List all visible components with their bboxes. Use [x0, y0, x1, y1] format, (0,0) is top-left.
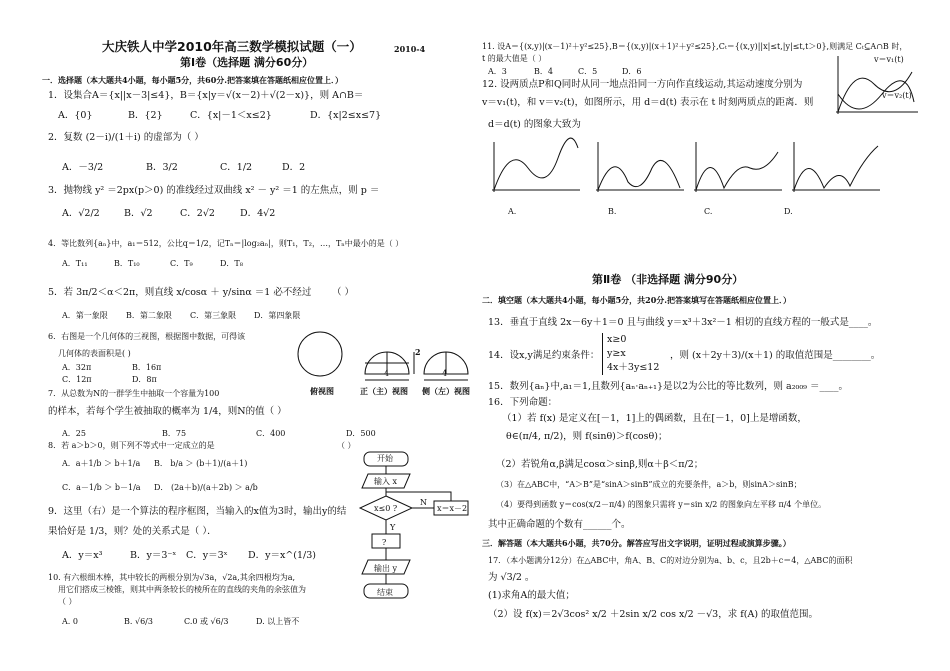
q8-paren: （ ） [337, 441, 356, 450]
exam-title: 大庆铁人中学2010年高三数学模拟试题（一） [102, 39, 362, 54]
q16-item-1a: （1）若 f(x) 是定义在[－1，1]上的偶函数，且在[－1，0]上是增函数， [502, 413, 807, 424]
question-9b: 果恰好是 1/3，则？处的关系式是（ ）． [48, 526, 217, 537]
view-dim-2: 2 [415, 347, 421, 357]
part2-title: 第Ⅱ卷 （非选择题 满分90分） [592, 273, 744, 286]
question-7a: 7．从总数为N的一群学生中抽取一个容量为100 [48, 389, 220, 398]
section2-heading: 二．填空题（本大题共4小题，每小题5分，共20分.把答案填写在答题纸相应位置上．） [482, 295, 792, 305]
q14-constraint-2: y≥x [607, 348, 626, 359]
q8-options-row2 [62, 482, 258, 494]
q1-option-b: B．{2} [128, 110, 163, 121]
q3-option-c: C．2√2 [180, 208, 215, 219]
question-11b: t 的最大值是（ ） [482, 54, 547, 63]
flow-no: N [420, 498, 427, 507]
question-10c: （ ） [58, 597, 77, 606]
q2-options [62, 162, 305, 174]
q14-constraint-system [602, 333, 659, 375]
q4-option-a: A．T₁₁ [62, 259, 88, 268]
question-8: 8．若 a＞b＞0，则下列不等式中一定成立的是 [48, 441, 215, 450]
q12-option-a: A. [508, 207, 517, 216]
side-view-label: 侧（左）视图 [422, 387, 470, 396]
q5-option-a: A．第一象限 [62, 311, 108, 320]
q11-option-c: C．5 [578, 67, 598, 76]
q1-option-d: D．{x|2≤x≤7} [310, 110, 382, 121]
q9-option-b: B．y＝3⁻ˣ [130, 550, 177, 561]
top-view-label: 俯视图 [310, 387, 334, 396]
q16-item-3: （3）在△ABC中，“A＞B”是“sinA＞sinB”成立的充要条件，a＞b，则sinA＞sinB； [496, 480, 802, 489]
q11-option-a: A．3 [488, 67, 507, 76]
exam-date: 2010-4 [394, 44, 426, 54]
q4-options [62, 258, 243, 270]
question-11a: 11. 设A＝{(x,y)|(x－1)²＋y²≤25},B＝{(x,y)|(x＋1)²＋y²≤25},Cₜ＝{(x,y)||x|≤t,|y|≤t,t＞0},则满足 Cₜ⊆A∩B 时， [482, 42, 908, 51]
question-7b: 的样本，若每个学生被抽取的概率为 1/4，则N的值（ ） [48, 406, 287, 417]
q12-option-b: B. [608, 207, 617, 216]
question-1: 1．设集合A＝{x||x－3|≤4}，B＝{x|y＝√(x－2)＋√(2－x)}，则 A∩B＝ [48, 90, 364, 101]
q16-item-1b: θ∈(π/4, π/2)，则 f(sinθ)＞f(cosθ)； [506, 431, 668, 442]
q3-option-d: D．4√2 [240, 208, 276, 219]
q11-options [488, 66, 642, 78]
q16-item-4: （4）要得到函数 y＝cos(x/2－π/4) 的图象只需将 y＝sin x/2 的图象向左平移 π/4 个单位。 [496, 500, 827, 509]
q10-option-c: C.0 或 √6/3 [184, 617, 229, 626]
question-9a: 9．这里（右）是一个算法的程序框图，当输入的x值为3时，输出y的结 [48, 506, 347, 517]
view-dim-4a: 4 [384, 369, 390, 378]
q12-option-d: D. [784, 207, 793, 216]
q8-option-c: C．a－1/b ＞ b－1/a [62, 483, 141, 492]
q14-constraint-3: 4x＋3y≤12 [607, 362, 660, 373]
question-12b: v＝v₁(t)，和 v＝v₂(t)，如图所示，用 d＝d(t) 表示在 t 时刻两质点的距离．则 [482, 97, 814, 108]
q17-part-2: （2）设 f(x)＝2√3cos² x/2 ＋2sin x/2 cos x/2 －√3，求 f(A) 的取值范围。 [488, 609, 819, 620]
q5-options [62, 310, 300, 322]
part1-title: 第Ⅰ卷（选择题 满分60分） [180, 56, 314, 69]
q6-option-c: C．12π [62, 375, 92, 384]
graph-b [596, 142, 684, 192]
q9-option-d: D．y＝x^(1/3) [248, 550, 317, 561]
q5-option-d: D．第四象限 [254, 311, 301, 320]
q16-count: 其中正确命题的个数有______个。 [488, 519, 631, 530]
q12-answer-graphs [488, 138, 918, 200]
q4-option-c: C．T₉ [170, 259, 193, 268]
q2-option-b: B．3/2 [146, 162, 178, 173]
q8-option-a: A．a＋1/b ＞ b＋1/a [62, 459, 141, 468]
q1-options [58, 110, 478, 122]
q9-options [62, 550, 316, 562]
q7-option-b: B．75 [162, 429, 187, 438]
view-dim-4b: 4 [442, 369, 448, 378]
question-10b: 用它们搭成三棱锥，则其中两条较长的棱所在的直线的夹角的余弦值为 [58, 585, 306, 594]
question-12c: d＝d(t) 的图象大致为 [488, 119, 581, 130]
flow-output: 输出 y [374, 564, 398, 573]
q6-option-d: D．8π [132, 375, 157, 384]
q12-option-c: C. [704, 207, 713, 216]
v2-label: v＝v₂(t) [882, 91, 912, 100]
flow-start: 开始 [377, 454, 393, 463]
question-4: 4．等比数列{aₙ}中，a₁＝512，公比q＝1/2，记Tₙ＝|log₂aₙ|，则T₁，T₂，…，Tₙ中最小的是（ ） [48, 239, 404, 248]
q2-option-a: A．－3/2 [62, 162, 104, 173]
q10-option-d: D. 以上皆不 [256, 617, 300, 626]
q1-option-a: A．{0} [58, 110, 93, 121]
q10-option-b: B. √6/3 [124, 617, 153, 626]
question-6a: 6．右图是一个几何体的三视图，根据图中数据，可得该 [48, 332, 246, 341]
flow-condition: x≤0 ? [374, 504, 398, 513]
section1-heading: 一．选择题（本大题共4小题，每小题5分，共60分.把答案填在答题纸相应位置上．） [42, 75, 344, 85]
question-15: 15．数列{aₙ}中,a₁＝1,且数列{aₙ·aₙ₊₁}是以2为公比的等比数列，则 a₂₀₀₉ ＝____。 [488, 381, 848, 392]
q7-option-c: C．400 [256, 429, 286, 438]
question-17b: 为 √3/2 。 [488, 572, 535, 583]
question-17a: 17．（本小题满分12分）在△ABC中，角A、B、C的对边分别为a、b、c，且2b＋c＝4，△ABC的面积 [488, 556, 853, 565]
q16-item-2: （2）若锐角α,β满足cosα＞sinβ,则α＋β＜π/2； [496, 459, 704, 470]
graph-a [492, 138, 580, 192]
q10-options [62, 616, 299, 628]
q5-option-c: C．第三象限 [190, 311, 237, 320]
q8-options-row1 [62, 458, 247, 470]
q9-option-a: A．y＝x³ [62, 550, 103, 561]
q5-option-b: B．第二象限 [126, 311, 172, 320]
q5-paren: （ ） [332, 287, 355, 298]
question-14b: ，则 (x＋2y＋3)/(x＋1) 的取值范围是________。 [670, 350, 881, 361]
q17-part-1: (1)求角A的最大值； [488, 590, 575, 601]
q6-option-a: A．32π [62, 363, 92, 372]
q4-option-d: D．T₈ [220, 259, 243, 268]
graph-c [694, 142, 782, 192]
question-6b: 几何体的表面积是( ) [58, 349, 131, 358]
q3-options [62, 208, 275, 220]
question-3: 3．抛物线 y² ＝2px(p＞0) 的准线经过双曲线 x² － y² ＝1 的左焦点，则 p ＝ [48, 185, 380, 196]
flow-yes: Y [390, 523, 396, 532]
q6-option-b: B．16π [132, 363, 162, 372]
flow-question: ? [382, 538, 387, 547]
q3-option-a: A．√2/2 [62, 208, 100, 219]
question-14a: 14．设x,y满足约束条件： [488, 350, 600, 361]
section3-heading: 三．解答题（本大题共6小题，共70分。解答应写出文字说明，证明过程或演算步骤。） [482, 538, 791, 548]
q2-option-d: D．2 [282, 162, 306, 173]
question-2: 2．复数 (2－i)/(1＋i) 的虚部为（ ） [48, 132, 204, 143]
q11-option-d: D．6 [622, 67, 642, 76]
q11-option-b: B．4 [534, 67, 553, 76]
flow-input: 输入 x [374, 477, 398, 486]
flow-assign: x＝x－2 [437, 504, 468, 513]
graph-d [792, 142, 880, 192]
q3-option-b: B．√2 [124, 208, 153, 219]
flow-end: 结束 [377, 588, 393, 597]
q1-option-c: C．{x|－1＜x≤2} [190, 110, 272, 121]
question-16: 16．下列命题： [488, 397, 558, 408]
question-10a: 10. 有六根细木棒，其中较长的两根分别为√3a，√2a,其余四根均为a, [48, 573, 296, 582]
q8-option-d: D． (2a＋b)/(a＋2b) ＞ a/b [154, 483, 258, 492]
q10-option-a: A. 0 [62, 617, 78, 626]
question-13: 13．垂直于直线 2x－6y＋1＝0 且与曲线 y＝x³＋3x²－1 相切的直线方程的一般式是____。 [488, 317, 878, 328]
q8-option-b: B． b/a ＞ (b＋1)/(a＋1) [154, 459, 248, 468]
top-view-circle [298, 332, 342, 376]
q7-options [62, 428, 376, 440]
question-5: 5．若 3π/2＜α＜2π，则直线 x/cosα ＋ y/sinα ＝1 必不经过 [48, 287, 312, 298]
v1-label: v＝v₁(t) [874, 55, 904, 64]
q7-option-a: A．25 [62, 429, 86, 438]
q9-option-c: C．y＝3ˣ [186, 550, 228, 561]
front-view-label: 正（主）视图 [360, 387, 408, 396]
q6-options [62, 362, 212, 386]
q7-option-d: D．500 [346, 429, 376, 438]
q4-option-b: B．T₁₀ [114, 259, 140, 268]
q14-constraint-1: x≥0 [607, 334, 627, 345]
flowchart [342, 450, 472, 620]
question-12a: 12. 设两质点P和Q同时从同一地点沿同一方向作直线运动,其运动速度分别为 [482, 79, 803, 90]
q2-option-c: C．1/2 [220, 162, 253, 173]
